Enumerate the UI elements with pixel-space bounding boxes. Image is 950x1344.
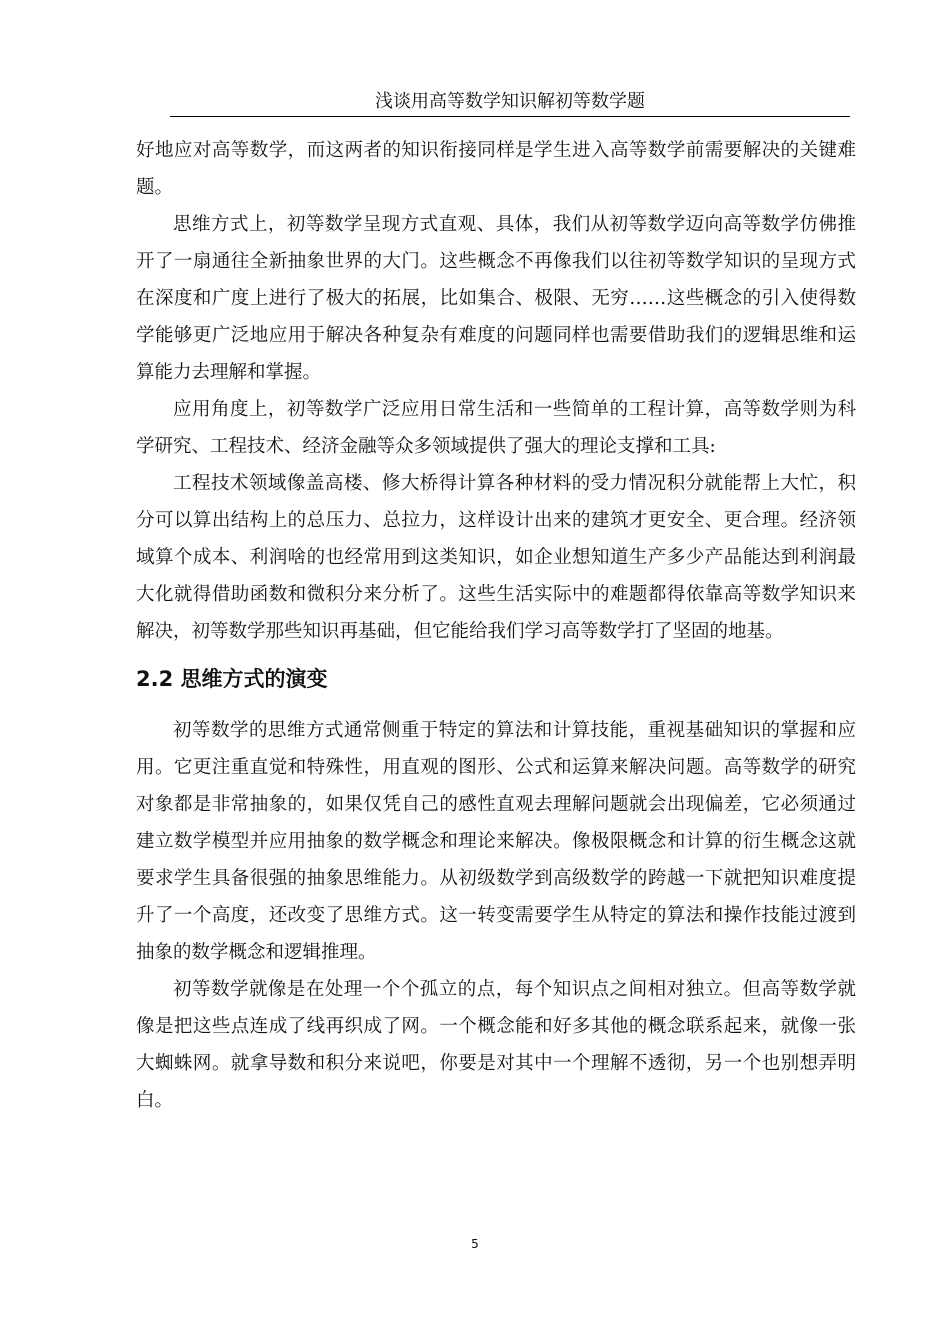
paragraph-knowledge-network: 初等数学就像是在处理一个个孤立的点，每个知识点之间相对独立。但高等数学就像是把这些点连成了线再织成了网。一个概念能和好多其他的概念联系起来，就像一张大蜘蛛网。就拿导数和积分来说吧，你要是对其中一个理解不透彻，另一个也别想弄明白。 xyxy=(136,979,856,1111)
paragraph-application: 应用角度上，初等数学广泛应用日常生活和一些简单的工程计算，高等数学则为科学研究、工程技术、经济金融等众多领域提供了强大的理论支撑和工具: xyxy=(136,399,856,457)
paragraph-engineering-economics: 工程技术领域像盖高楼、修大桥得计算各种材料的受力情况积分就能帮上大忙，积分可以算出结构上的总压力、总拉力，这样设计出来的建筑才更安全、更合理。经济领域算个成本、利润啥的也经常用到这类知识，如企业想知道生产多少产品能达到利润最大化就得借助函数和微积分来分析了。这些生活实际中的难题都得依靠高等数学知识来解决，初等数学那些知识再基础，但它能给我们学习高等数学打了坚固的地基。 xyxy=(136,473,856,642)
paragraph-thinking-evolution: 初等数学的思维方式通常侧重于特定的算法和计算技能，重视基础知识的掌握和应用。它更注重直觉和特殊性，用直观的图形、公式和运算来解决问题。高等数学的研究对象都是非常抽象的，如果仅凭自己的感性直观去理解问题就会出现偏差，它必须通过建立数学模型并应用抽象的数学概念和理论来解决。像极限概念和计算的衍生概念这就要求学生具备很强的抽象思维能力。从初级数学到高级数学的跨越一下就把知识难度提升了一个高度，还改变了思维方式。这一转变需要学生从特定的算法和操作技能过渡到抽象的数学概念和逻辑推理。 xyxy=(136,720,856,963)
running-header: 浅谈用高等数学知识解初等数学题 xyxy=(170,90,850,117)
paragraph-thinking-mode: 思维方式上，初等数学呈现方式直观、具体，我们从初等数学迈向高等数学仿佛推开了一扇通往全新抽象世界的大门。这些概念不再像我们以往初等数学知识的呈现方式在深度和广度上进行了极大的拓展，比如集合、极限、无穷……这些概念的引入使得数学能够更广泛地应用于解决各种复杂有难度的问题同样也需要借助我们的逻辑思维和运算能力去理解和掌握。 xyxy=(136,214,856,383)
document-body xyxy=(136,132,856,1119)
paragraph-continuation: 好地应对高等数学，而这两者的知识衔接同样是学生进入高等数学前需要解决的关键难题。 xyxy=(136,140,856,198)
section-heading: 2.2 思维方式的演变 xyxy=(136,667,328,691)
page-number: 5 xyxy=(471,1237,479,1251)
